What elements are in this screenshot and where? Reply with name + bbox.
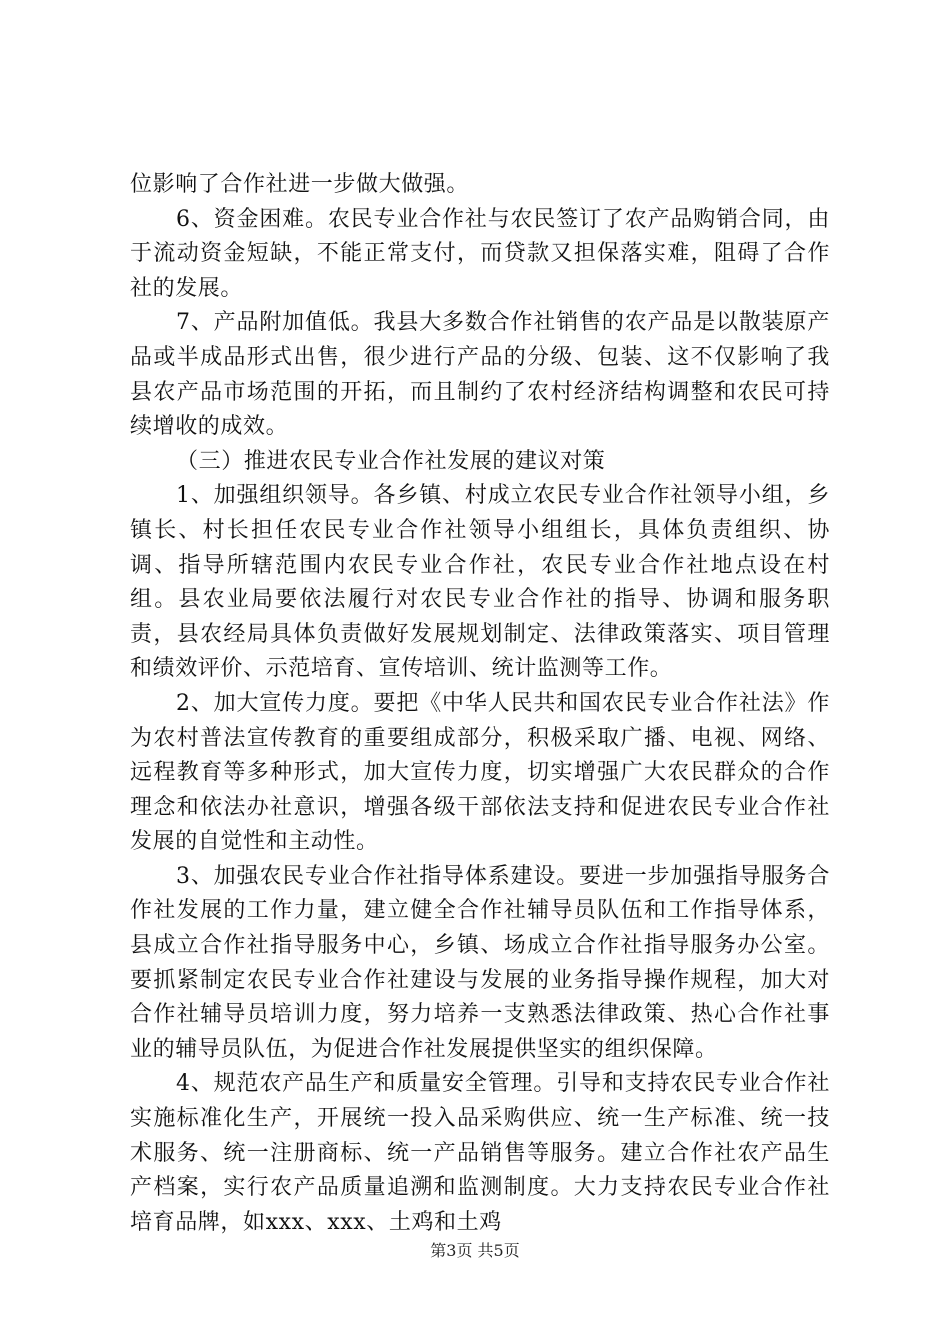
paragraph-quality-management: 4、规范农产品生产和质量安全管理。引导和支持农民专业合作社实施标准化生产，开展统一投入品采购供应、统一生产标准、统一技术服务、统一注册商标、统一产品销售等服务。建立合作社农产品生产档案，实行农产品质量追溯和监测制度。大力支持农民专业合作社培育品牌，如xxx、xxx、土鸡和土鸡 bbox=[130, 1071, 830, 1235]
document-body bbox=[130, 168, 830, 1240]
paragraph-funding-difficulty: 6、资金困难。农民专业合作社与农民签订了农产品购销合同，由于流动资金短缺，不能正常支付，而贷款又担保落实难，阻碍了合作社的发展。 bbox=[130, 206, 830, 301]
paragraph-guidance-system: 3、加强农民专业合作社指导体系建设。要进一步加强指导服务合作社发展的工作力量，建立健全合作社辅导员队伍和工作指导体系，县成立合作社指导服务中心，乡镇、场成立合作社指导服务办公室。要抓紧制定农民专业合作社建设与发展的业务指导操作规程，加大对合作社辅导员培训力度，努力培养一支熟悉法律政策、热心合作社事业的辅导员队伍，为促进合作社发展提供坚实的组织保障。 bbox=[130, 863, 830, 1062]
paragraph-continuation: 位影响了合作社进一步做大做强。 bbox=[130, 172, 470, 197]
paragraph-publicity: 2、加大宣传力度。要把《中华人民共和国农民专业合作社法》作为农村普法宣传教育的重要组成部分，积极采取广播、电视、网络、远程教育等多种形式，加大宣传力度，切实增强广大农民群众的合作理念和依法办社意识，增强各级干部依法支持和促进农民专业合作社发展的自觉性和主动性。 bbox=[130, 690, 830, 855]
section-heading-recommendations: （三）推进农民专业合作社发展的建议对策 bbox=[176, 448, 606, 474]
paragraph-organizational-leadership: 1、加强组织领导。各乡镇、村成立农民专业合作社领导小组，乡镇长、村长担任农民专业合作社领导小组组长，具体负责组织、协调、指导所辖范围内农民专业合作社，农民专业合作社地点设在村组。县农业局要依法履行对农民专业合作社的指导、协调和服务职责，县农经局具体负责做好发展规划制定、法律政策落实、项目管理和绩效评价、示范培育、宣传培训、统计监测等工作。 bbox=[130, 483, 830, 682]
page-number-footer: 第3页 共5页 bbox=[430, 1241, 520, 1260]
paragraph-low-added-value: 7、产品附加值低。我县大多数合作社销售的农产品是以散装原产品或半成品形式出售，很少进行产品的分级、包装、这不仅影响了我县农产品市场范围的开拓，而且制约了农村经济结构调整和农民可持续增收的成效。 bbox=[130, 310, 830, 440]
